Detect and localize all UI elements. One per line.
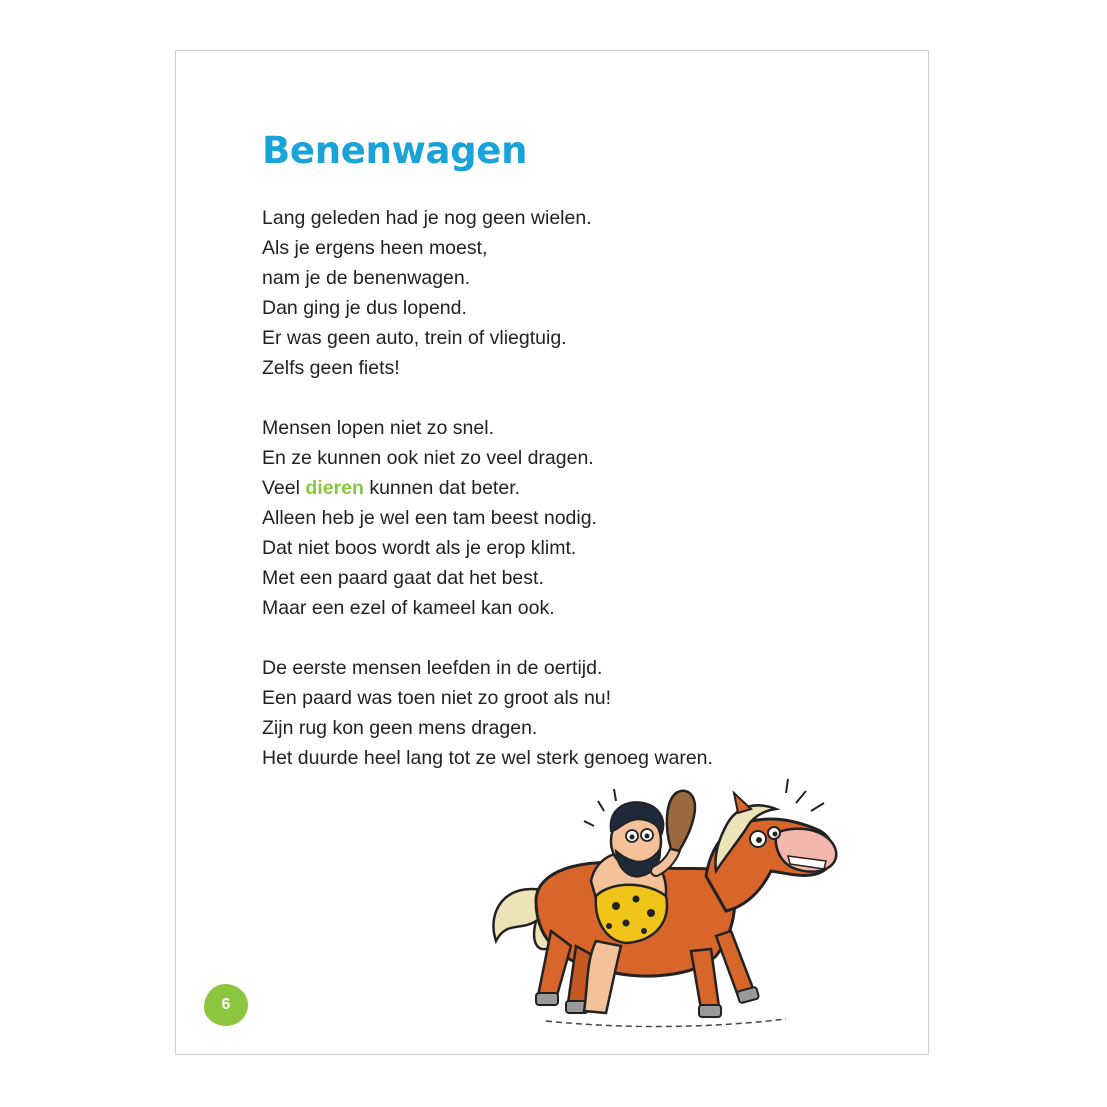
text-line: Mensen lopen niet zo snel. [262, 417, 494, 439]
text-line: Met een paard gaat dat het best. [262, 567, 544, 589]
text-line: nam je de benenwagen. [262, 267, 471, 289]
text-line-with-highlight [262, 473, 882, 503]
text-line: En ze kunnen ook niet zo veel dragen. [262, 447, 594, 469]
highlighted-word: dieren [305, 477, 364, 499]
text-line: Een paard was toen niet zo groot als nu! [262, 687, 612, 709]
stanza-3 [262, 653, 882, 773]
text-line: Alleen heb je wel een tam beest nodig. [262, 507, 597, 529]
text-line: Maar een ezel of kameel kan ook. [262, 597, 555, 619]
text-segment: Veel [262, 477, 306, 499]
book-page [175, 50, 929, 1055]
stanza-2 [262, 413, 882, 623]
caveman-on-pony-illustration [476, 771, 856, 1036]
text-line: Dat niet boos wordt als je erop klimt. [262, 537, 577, 559]
text-line: De eerste mensen leefden in de oertijd. [262, 657, 603, 679]
text-line: Er was geen auto, trein of vliegtuig. [262, 327, 567, 349]
text-line: Lang geleden had je nog geen wielen. [262, 207, 592, 229]
text-line: Zelfs geen fiets! [262, 357, 400, 379]
text-segment: kunnen dat beter. [363, 477, 521, 499]
text-line: Het duurde heel lang tot ze wel sterk genoeg waren. [262, 747, 713, 769]
page-title: Benenwagen [262, 129, 528, 172]
text-line: Als je ergens heen moest, [262, 237, 488, 259]
text-line: Dan ging je dus lopend. [262, 297, 467, 319]
text-line: Zijn rug kon geen mens dragen. [262, 717, 538, 739]
page-number-badge: 6 [204, 984, 248, 1026]
stanza-1 [262, 203, 882, 383]
story-text [262, 203, 882, 803]
